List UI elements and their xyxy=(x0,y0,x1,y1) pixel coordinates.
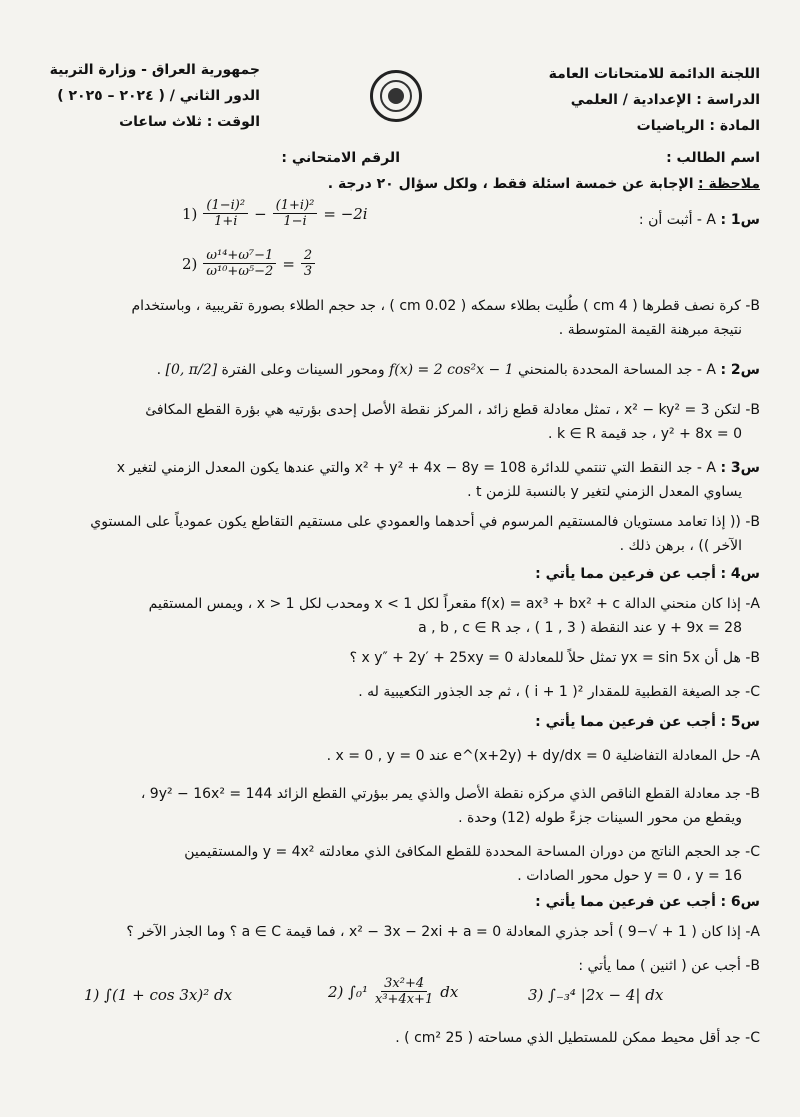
q5-intro: أجب عن فرعين مما يأتي : xyxy=(535,714,716,730)
q5-a-line: A- حل المعادلة التفاضلية e^(x+2y) + dy/dx = 0 عند x = 0 , y = 0 . xyxy=(326,748,760,764)
q1-eq2-eq: = xyxy=(282,254,295,273)
q6-header xyxy=(535,894,760,910)
q2-a-math: f(x) = 2 cos²x − 1 xyxy=(389,362,514,378)
q6-int2-num: 3x²+4 xyxy=(381,976,427,992)
q6-a-line: A- إذا كان ( 1 + √−9 ) أحد جذري المعادلة x² − 3x − 2xi + a = 0 ، فما قيمة a ∈ C ؟ وما الجذر الآخر ؟ xyxy=(126,924,760,940)
q6-label: س6 : xyxy=(720,894,760,910)
q1-eq1-den1: 1+i xyxy=(214,214,238,229)
exam-number-label: الرقم الامتحاني : xyxy=(281,150,400,166)
q2-a-text2: ومحور السينات وعلى الفترة xyxy=(221,362,385,378)
q4-header xyxy=(535,566,760,582)
q4-a-line1: A- إذا كان منحني الدالة f(x) = ax³ + bx² + c مقعراً لكل x < 1 ومحدب لكل x > 1 ، ويمس المستقيم xyxy=(148,596,760,612)
q2-b-line1: B- لتكن x² − ky² = 3 ، تمثل معادلة قطع زائد ، المركز نقطة الأصل إحدى بؤرتيه هي بؤرة القطع المكافئ xyxy=(145,402,760,418)
student-name-label: اسم الطالب : xyxy=(666,150,760,166)
q2-a-text: A - جد المساحة المحددة بالمنحني xyxy=(518,362,716,378)
q6-int1: 1) ∫(1 + cos 3x)² dx xyxy=(84,986,233,1004)
q3-label: س3 : xyxy=(720,460,760,476)
q1-header xyxy=(639,212,760,228)
q6-int2-den: x³+4x+1 xyxy=(375,992,434,1007)
q6-int2-suffix: dx xyxy=(440,982,459,1001)
q1-eq1-num2: (1+i)² xyxy=(273,198,318,214)
q6-intro: أجب عن فرعين مما يأتي : xyxy=(535,894,716,910)
header-subject: المادة : الرياضيات xyxy=(636,118,760,134)
q4-b-line: B- هل أن yx = sin 5x تمثل حلاً للمعادلة x y″ + 2y′ + 25xy = 0 ؟ xyxy=(349,650,760,666)
ministry-seal-icon xyxy=(370,70,422,122)
q2-a: س2 : A - جد المساحة المحددة بالمنحني f(x) = 2 cos²x − 1 ومحور السينات وعلى الفترة [0, π/2] . xyxy=(156,362,760,378)
q1-b-line1: B- كرة نصف قطرها ( 4 cm ) طُليت بطلاء سمكه ( 0.02 cm ) ، جد حجم الطلاء بصورة تقريبية ، وباستخدام xyxy=(131,298,760,314)
q5-c-line1: C- جد الحجم الناتج من دوران المساحة المحددة للقطع المكافئ الذي معادلته y = 4x² والمستقيمين xyxy=(184,844,760,860)
header-committee: اللجنة الدائمة للامتحانات العامة xyxy=(548,66,760,82)
q1-eq2-num: ω¹⁴+ω⁷−1 xyxy=(203,248,276,264)
q1-eq1-minus: − xyxy=(254,204,267,223)
q4-label: س4 : xyxy=(720,566,760,582)
q2-a-interval: [0, π/2] xyxy=(165,362,218,378)
q1-eq1-num1: (1−i)² xyxy=(203,198,248,214)
q6-int2-prefix: 2) ∫₀¹ xyxy=(328,982,369,1001)
q5-c-line2: y = 0 ، y = 16 حول محور الصادات . xyxy=(517,868,742,884)
q2-label: س2 : xyxy=(720,362,760,378)
q1-eq2-rfrac xyxy=(301,248,315,279)
header-time: الوقت : ثلاث ساعات xyxy=(119,114,260,130)
header-ministry: جمهورية العراق - وزارة التربية xyxy=(49,62,260,78)
q6-int2 xyxy=(328,976,458,1007)
q1-eq1-den2: 1−i xyxy=(283,214,307,229)
q2-b-line2: y² + 8x = 0 ، جد قيمة k ∈ R . xyxy=(548,426,742,442)
q3-a-line2: يساوي المعدل الزمني لتغير y بالنسبة للزمن t . xyxy=(467,484,742,500)
q5-b-line2: ويقطع من محور السينات جزءً طوله (12) وحدة . xyxy=(458,810,742,826)
q6-c-line: C- جد أقل محيط ممكن للمستطيل الذي مساحته ( 25 cm² ) . xyxy=(395,1030,760,1046)
note xyxy=(328,176,760,192)
q1-eq2 xyxy=(182,248,315,279)
q6-int2-frac xyxy=(372,976,436,1007)
q1-eq2-rnum: 2 xyxy=(301,248,315,264)
note-text: الإجابة عن خمسة اسئلة فقط ، ولكل سؤال ٢٠ درجة . xyxy=(327,176,694,192)
q1-eq2-index: 2) xyxy=(182,254,198,273)
q3-b-line2: الآخر )) ، برهن ذلك . xyxy=(619,538,742,554)
q1-b-line2: نتيجة مبرهنة القيمة المتوسطة . xyxy=(558,322,742,338)
q1-eq1 xyxy=(182,198,368,229)
q1-eq2-den: ω¹⁰+ω⁵−2 xyxy=(206,264,274,279)
q3-a-text: A - جد النقط التي تنتمي للدائرة x² + y² + 4x − 8y = 108 والتي عندها يكون المعدل الزمني لتغير x xyxy=(116,460,716,476)
q1-label: س1 : xyxy=(720,212,760,228)
q6-b-line: B- أجب عن ( اثنين ) مما يأتي : xyxy=(578,958,760,974)
q5-header xyxy=(535,714,760,730)
q3-b-line1: B- (( إذا تعامد مستويان فالمستقيم المرسوم في أحدهما والعمودي على مستقيم التقاطع يكون عمودياً على المستوي xyxy=(90,514,760,530)
q1-eq2-frac xyxy=(203,248,276,279)
note-label: ملاحظة : xyxy=(698,176,760,192)
header-session: الدور الثاني / ( ٢٠٢٤ – ٢٠٢٥ ) xyxy=(57,88,260,104)
header-study: الدراسة : الإعدادية / العلمي xyxy=(570,92,760,108)
q1-eq1-index: 1) xyxy=(182,204,198,223)
q4-intro: أجب عن فرعين مما يأتي : xyxy=(535,566,716,582)
q4-c-line: C- جد الصيغة القطبية للمقدار ²( 1 + i ) ، ثم جد الجذور التكعيبية له . xyxy=(358,684,760,700)
q3-a-line1 xyxy=(117,460,760,476)
q1-eq2-rden: 3 xyxy=(303,264,313,279)
q1-eq1-frac2 xyxy=(273,198,318,229)
q5-b-line1: B- جد معادلة القطع الناقص الذي مركزه نقطة الأصل والذي يمر ببؤرتي القطع الزائد 9y² − 16x² = 144 ، xyxy=(140,786,760,802)
q5-label: س5 : xyxy=(720,714,760,730)
q1-a-text: A - أثبت أن : xyxy=(638,212,716,228)
q6-int3: 3) ∫₋₃⁴ |2x − 4| dx xyxy=(528,986,664,1004)
q1-eq1-frac1 xyxy=(203,198,248,229)
q1-eq1-rhs: = −2i xyxy=(323,204,368,223)
q4-a-line2: y + 9x = 28 عند النقطة ( 3 , 1 ) ، جد a , b , c ∈ R xyxy=(418,620,742,636)
